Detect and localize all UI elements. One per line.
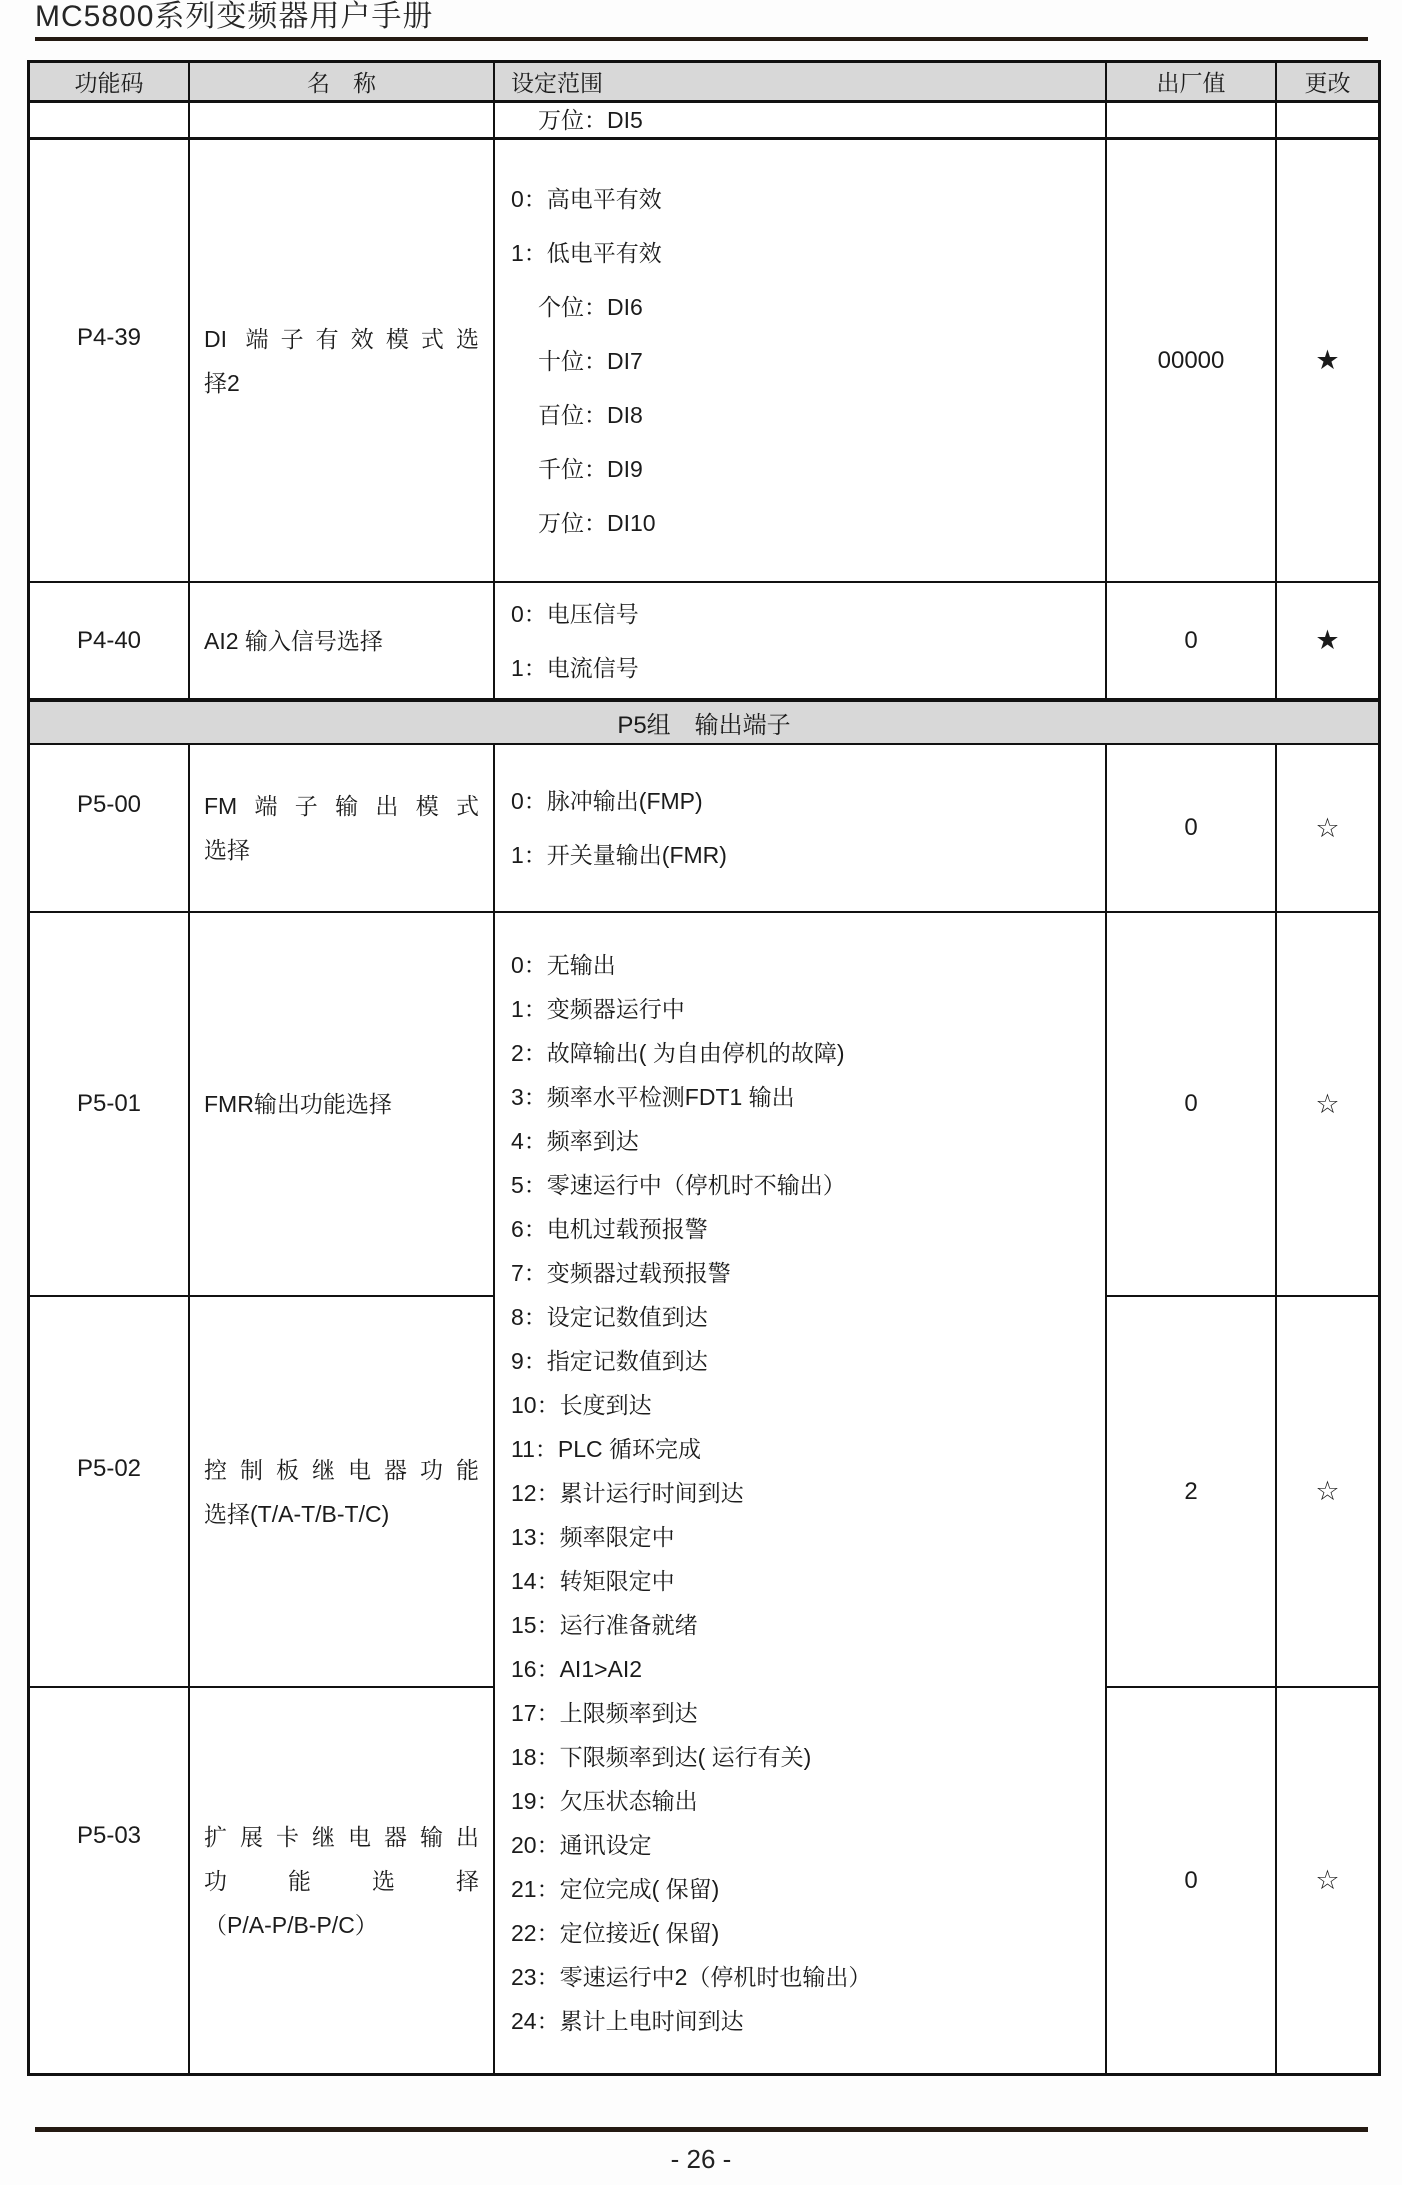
- text-line: 22：定位接近( 保留): [511, 1920, 720, 1946]
- param-change-flag: [1277, 1688, 1378, 2073]
- text-line: 0：脉冲输出(FMP): [511, 788, 703, 814]
- text-line: 14：转矩限定中: [511, 1568, 675, 1594]
- footer-rule: [35, 2127, 1368, 2132]
- text-line: 17：上限频率到达: [511, 1700, 698, 1726]
- text-line: 13：频率限定中: [511, 1524, 675, 1550]
- param-name: [190, 583, 495, 700]
- text-line: 11：PLC 循环完成: [511, 1436, 702, 1462]
- text-line: 3：频率水平检测FDT1 输出: [511, 1084, 795, 1110]
- text-line: 0：电压信号: [511, 600, 639, 627]
- text-line: 21：定位完成( 保留): [511, 1876, 720, 1902]
- text-line: 选择(T/A-T/B-T/C): [204, 1500, 390, 1527]
- param-code: P5-03: [30, 1688, 190, 2073]
- param-code: P5-02: [30, 1297, 190, 1688]
- star-open-icon: ☆: [1315, 1476, 1340, 1506]
- text-line: DI 端子有效模式选: [204, 325, 479, 352]
- text-line: 6：电机过载预报警: [511, 1216, 708, 1242]
- text-line: 5：零速运行中（停机时不输出）: [511, 1172, 846, 1198]
- star-filled-icon: ★: [1315, 625, 1340, 655]
- text-line: 万位：DI10: [538, 509, 656, 536]
- text-line: 20：通讯设定: [511, 1832, 652, 1858]
- param-code: P5-00: [30, 745, 190, 913]
- param-range: [495, 140, 1107, 583]
- text-line: 功能选择: [204, 1867, 479, 1894]
- param-default: 0: [1107, 745, 1277, 913]
- text-line: 7：变频器过载预报警: [511, 1260, 731, 1286]
- col-header-range: 设定范围: [495, 63, 1107, 103]
- param-name: [190, 913, 495, 1297]
- text-line: 9：指定记数值到达: [511, 1348, 708, 1374]
- param-change-flag: [1277, 745, 1378, 913]
- param-name: [190, 745, 495, 913]
- parameter-table: [27, 60, 1381, 2076]
- carryover-name-cell-empty: [190, 103, 495, 140]
- param-code: P5-01: [30, 913, 190, 1297]
- text-line: 4：频率到达: [511, 1128, 639, 1154]
- col-header-code: 功能码: [30, 63, 190, 103]
- range-option: 万位：DI5: [538, 106, 643, 133]
- param-range: [495, 583, 1107, 700]
- text-line: FMR输出功能选择: [204, 1091, 392, 1117]
- param-range-shared: [495, 913, 1107, 2073]
- param-change-flag: [1277, 1297, 1378, 1688]
- text-line: FM端子输出模式: [204, 793, 479, 819]
- text-line: 十位：DI7: [538, 347, 643, 374]
- col-header-change: 更改: [1277, 63, 1378, 103]
- param-name: [190, 1297, 495, 1688]
- param-change-flag: [1277, 140, 1378, 583]
- carryover-default-cell-empty: [1107, 103, 1277, 140]
- param-default: 2: [1107, 1297, 1277, 1688]
- section-header: P5组 输出端子: [30, 700, 1378, 745]
- text-line: 18：下限频率到达( 运行有关): [511, 1744, 812, 1770]
- text-line: 控制板继电器功能: [204, 1456, 479, 1483]
- text-line: 选择: [204, 837, 250, 863]
- param-name: [190, 140, 495, 583]
- text-line: 15：运行准备就绪: [511, 1612, 698, 1638]
- carryover-range-cell: [495, 103, 1107, 140]
- text-line: 16：AI1>AI2: [511, 1656, 643, 1682]
- text-line: AI2 输入信号选择: [204, 627, 383, 654]
- star-open-icon: ☆: [1315, 812, 1340, 843]
- text-line: 10：长度到达: [511, 1392, 652, 1418]
- param-change-flag: [1277, 913, 1378, 1297]
- text-line: 19：欠压状态输出: [511, 1788, 698, 1814]
- title-rule: [35, 37, 1368, 41]
- text-line: （P/A-P/B-P/C）: [204, 1911, 378, 1938]
- text-line: 23：零速运行中2（停机时也输出）: [511, 1964, 872, 1990]
- text-line: 8：设定记数值到达: [511, 1304, 708, 1330]
- text-line: 百位：DI8: [538, 401, 643, 428]
- text-line: 0：高电平有效: [511, 185, 662, 212]
- col-header-name: 名 称: [190, 63, 495, 103]
- text-line: 0：无输出: [511, 952, 616, 978]
- carryover-change-cell-empty: [1277, 103, 1378, 140]
- param-name: [190, 1688, 495, 2073]
- text-line: 24：累计上电时间到达: [511, 2008, 744, 2034]
- text-line: 择2: [204, 369, 240, 396]
- param-code: P4-40: [30, 583, 190, 700]
- page-number: - 26 -: [670, 2144, 732, 2174]
- col-header-default: 出厂值: [1107, 63, 1277, 103]
- star-open-icon: ☆: [1315, 1088, 1340, 1119]
- param-change-flag: [1277, 583, 1378, 700]
- param-default: 0: [1107, 583, 1277, 700]
- text-line: 1：变频器运行中: [511, 996, 685, 1022]
- text-line: 1：电流信号: [511, 654, 639, 681]
- text-line: 1：开关量输出(FMR): [511, 842, 727, 868]
- param-code: P4-39: [30, 140, 190, 583]
- text-line: 1：低电平有效: [511, 239, 662, 266]
- star-open-icon: ☆: [1315, 1865, 1340, 1895]
- param-default: 0: [1107, 1688, 1277, 2073]
- text-line: 2：故障输出( 为自由停机的故障): [511, 1040, 845, 1066]
- page-title: MC5800系列变频器用户手册: [35, 0, 434, 33]
- param-default: 0: [1107, 913, 1277, 1297]
- param-range: [495, 745, 1107, 913]
- param-default: 00000: [1107, 140, 1277, 583]
- text-line: 个位：DI6: [538, 293, 643, 320]
- star-filled-icon: ★: [1315, 345, 1340, 375]
- carryover-code-cell-empty: [30, 103, 190, 140]
- text-line: 12：累计运行时间到达: [511, 1480, 744, 1506]
- text-line: 千位：DI9: [538, 455, 643, 482]
- text-line: 扩展卡继电器输出: [204, 1823, 479, 1850]
